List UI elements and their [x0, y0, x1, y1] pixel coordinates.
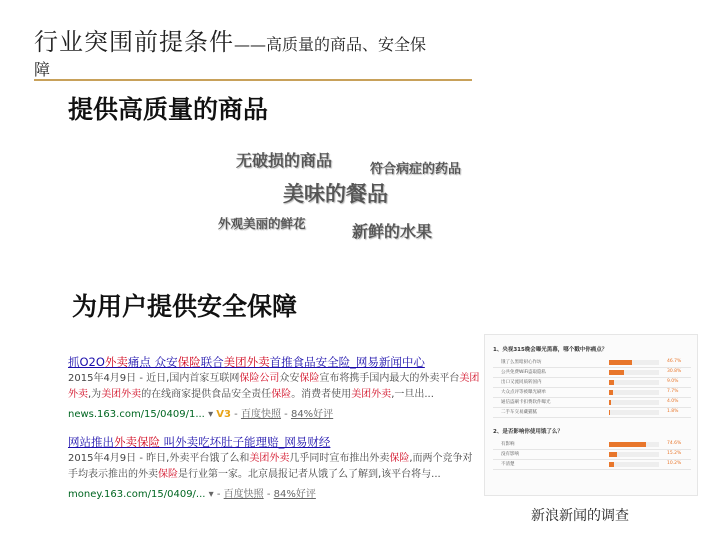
highlight-term: 美团外卖: [249, 453, 290, 464]
survey-option: [493, 441, 691, 449]
highlight-term: 外卖保险: [114, 435, 160, 449]
highlight-term: 保险: [389, 453, 410, 464]
option-label: 公共免费WiFi盗取隐私: [501, 370, 547, 375]
row-divider: [493, 397, 691, 398]
cloud-word: 美味的餐品: [283, 182, 388, 206]
survey-option: [493, 369, 691, 377]
bar-track: [609, 400, 659, 405]
text-segment: 2015年4月9日 - 昨日,外卖平台饿了么和: [68, 453, 250, 464]
option-percent: 30.8%: [667, 369, 682, 374]
slide-title: 行业突围前提条件: [34, 28, 234, 56]
highlight-term: 外卖: [104, 355, 128, 369]
highlight-term: 保险: [299, 373, 320, 384]
survey-panel: [484, 334, 698, 496]
slide-subtitle: 高质量的商品、安全保障: [34, 35, 427, 79]
text-segment: 2015年4月9日 - 近日,国内首家互联网: [68, 373, 240, 384]
highlight-term: 美团外卖: [101, 389, 142, 400]
bar-track: [609, 370, 659, 375]
highlight-term: 保险: [158, 469, 178, 480]
slide-header: [34, 22, 438, 79]
bar-track: [609, 390, 659, 395]
text-segment: ,一旦出...: [391, 389, 434, 400]
bar-fill: [609, 462, 614, 467]
v3-badge: V3: [216, 409, 231, 420]
survey-caption: 新浪新闻的调查: [531, 508, 629, 524]
survey-question: 1、央视315晚会曝光黑幕，哪个戳中你痛点？: [493, 347, 608, 353]
option-label: 没有影响: [501, 452, 519, 457]
bar-track: [609, 410, 659, 415]
bar-track: [609, 452, 659, 457]
bar-fill: [609, 370, 624, 375]
option-label: 大众点评等被曝光刷单: [501, 390, 546, 395]
option-label: 二手车交易藏猫腻: [501, 410, 537, 415]
highlight-term: 保险公司: [239, 373, 280, 384]
rating-link[interactable]: 84%好评: [273, 489, 316, 500]
text-segment: 抓O2O: [68, 355, 105, 369]
row-divider: [493, 417, 691, 418]
chevron-down-icon[interactable]: ▾: [208, 409, 214, 420]
section-heading-quality: 提供高质量的商品: [68, 95, 269, 124]
text-segment: 宣布将携手国内最大的外卖平台: [319, 373, 460, 384]
text-segment: 叫外卖吃坏肚子能理赔_网易财经: [160, 435, 331, 449]
survey-option: [493, 379, 691, 387]
bar-fill: [609, 410, 610, 415]
cloud-word: 外观美丽的鲜花: [218, 216, 306, 231]
search-result: [68, 434, 480, 500]
survey-option: [493, 359, 691, 367]
row-divider: [493, 449, 691, 450]
title-dash: ——: [234, 35, 266, 54]
text-segment: 痛点 众安: [127, 355, 178, 369]
text-segment: 首推食品安全险_网易新闻中心: [269, 355, 425, 369]
rating-link[interactable]: 84%好评: [290, 409, 334, 420]
highlight-term: 美团外卖: [68, 373, 480, 400]
option-label: 有影响: [501, 442, 515, 447]
bar-fill: [609, 442, 646, 447]
bar-fill: [609, 452, 617, 457]
result-title-link[interactable]: [68, 354, 480, 370]
option-label: 出口又流同质转国内: [501, 380, 542, 385]
highlight-term: 保险: [271, 389, 292, 400]
highlight-term: 保险: [177, 355, 201, 369]
option-percent: 4.0%: [667, 399, 679, 404]
survey-option: [493, 409, 691, 417]
text-segment: 网站推出: [68, 435, 114, 449]
bar-fill: [609, 400, 611, 405]
option-percent: 74.6%: [667, 441, 682, 446]
text-segment: 。消费者使用: [291, 389, 352, 400]
bar-track: [609, 380, 659, 385]
bar-fill: [609, 390, 613, 395]
result-url-line: news.163.com/15/0409/1... ▾ V3 - 百度快照 - 84%好评: [68, 409, 334, 420]
row-divider: [493, 367, 691, 368]
option-label: 通信盗刷卡扣费软件曝光: [501, 400, 551, 405]
bar-fill: [609, 380, 614, 385]
section-heading-safety: 为用户提供安全保障: [72, 292, 298, 321]
option-percent: 1.8%: [667, 409, 679, 414]
row-divider: [493, 469, 691, 470]
row-divider: [493, 407, 691, 408]
row-divider: [493, 459, 691, 460]
survey-option: [493, 461, 691, 469]
result-title-link[interactable]: [68, 434, 480, 450]
survey-option: [493, 399, 691, 407]
chevron-down-icon[interactable]: ▾: [208, 489, 214, 500]
text-segment: 的在线商家提供食品安全责任: [141, 389, 272, 400]
text-segment: 众安: [279, 373, 300, 384]
result-url[interactable]: news.163.com/15/0409/1...: [68, 409, 205, 420]
cloud-word: 符合病症的药品: [370, 162, 462, 177]
header-rule: [34, 79, 472, 81]
bar-track: [609, 462, 659, 467]
survey-question: 2、是否影响你使用饿了么？: [493, 429, 563, 435]
option-percent: 46.7%: [667, 359, 682, 364]
bar-track: [609, 442, 659, 447]
result-url[interactable]: money.163.com/15/0409/...: [68, 489, 206, 500]
search-results: [68, 354, 480, 514]
option-label: 饿了么黑暗厨心作坊: [501, 360, 542, 365]
cloud-word: 无破损的商品: [236, 151, 333, 170]
snapshot-link[interactable]: 百度快照: [240, 409, 281, 420]
text-segment: 是行业第一家。北京晨报记者从饿了么了解到,该平台将与...: [178, 469, 441, 480]
survey-option: [493, 389, 691, 397]
row-divider: [493, 387, 691, 388]
cloud-word: 新鲜的水果: [352, 222, 433, 241]
bar-fill: [609, 360, 632, 365]
option-percent: 7.7%: [667, 389, 679, 394]
text-segment: ,而两个竞争对手均表示推出的外卖: [68, 453, 473, 480]
bar-track: [609, 360, 659, 365]
highlight-term: 美团外卖: [351, 389, 392, 400]
result-snippet: [68, 371, 480, 403]
search-result: [68, 354, 480, 420]
option-percent: 9.0%: [667, 379, 679, 384]
option-percent: 10.2%: [667, 461, 682, 466]
text-segment: 联合: [200, 355, 224, 369]
result-snippet: [68, 451, 480, 483]
result-url-line: money.163.com/15/0409/... ▾ - 百度快照 - 84%好评: [68, 489, 316, 500]
row-divider: [493, 377, 691, 378]
option-label: 不清楚: [501, 462, 515, 467]
text-segment: ,为: [88, 389, 102, 400]
survey-option: [493, 451, 691, 459]
option-percent: 15.2%: [667, 451, 682, 456]
highlight-term: 美团外卖: [223, 355, 270, 369]
text-segment: 几乎同时宣布推出外卖: [289, 453, 390, 464]
snapshot-link[interactable]: 百度快照: [223, 489, 264, 500]
